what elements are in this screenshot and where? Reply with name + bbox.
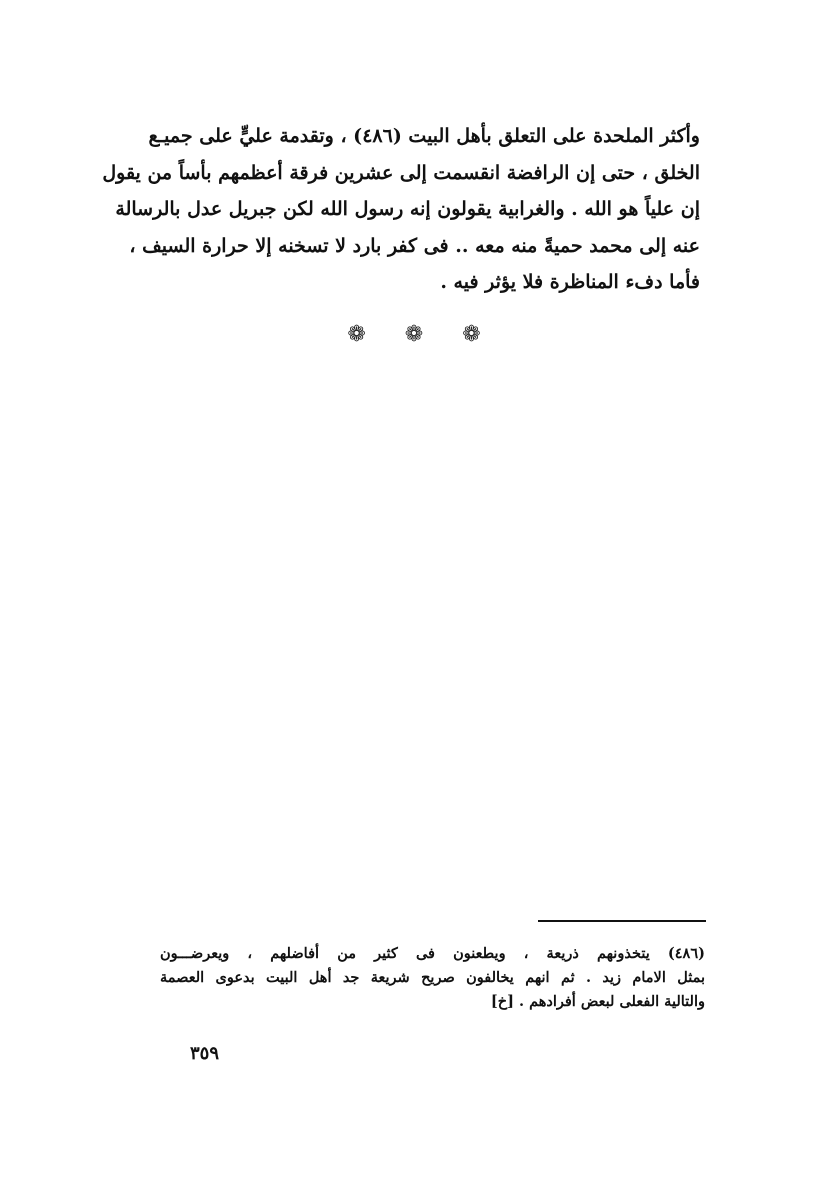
flower-ornament-icon: ❁ [462,322,493,347]
flower-ornament-icon: ❁ [347,322,378,347]
body-line: إن علياً هو الله . والغرابية يقولون إنه رسول الله لكن جبريل عدل بالرسالة [115,198,700,220]
page-number: ٣٥٩ [190,1043,220,1064]
section-separator [0,322,840,347]
body-line: فأما دفء المناظرة فلا يؤثر فيه . [440,271,700,293]
footnote-line: والتالية الفعلى لبعض أفرادهم . [خ] [490,993,705,1010]
body-line: عنه إلى محمد حميةً منه معه .. فى كفر بارد لا تسخنه إلا حرارة السيف ، [129,234,700,257]
footnote-line: بمثل الامام زيد . ثم انهم يخالفون صريح شريعة جد أهل البيت بدعوى العصمة [160,969,705,986]
footnote-line: (٤٨٦) يتخذونهم ذريعة ، ويطعنون فى كثير من أفاضلهم ، ويعرضـــون [160,945,705,962]
footnote-block [160,942,705,1014]
main-paragraph [102,118,700,301]
body-line: وأكثر الملحدة على التعلق بأهل البيت (٤٨٦) ، وتقدمة عليٍّ على جميـع [148,125,700,147]
body-line: الخلق ، حتى إن الرافضة انقسمت إلى عشرين فرقة أعظمهم بأساً من يقول [102,161,700,184]
footnote-divider [538,920,706,922]
flower-ornament-icon: ❁ [404,322,436,347]
